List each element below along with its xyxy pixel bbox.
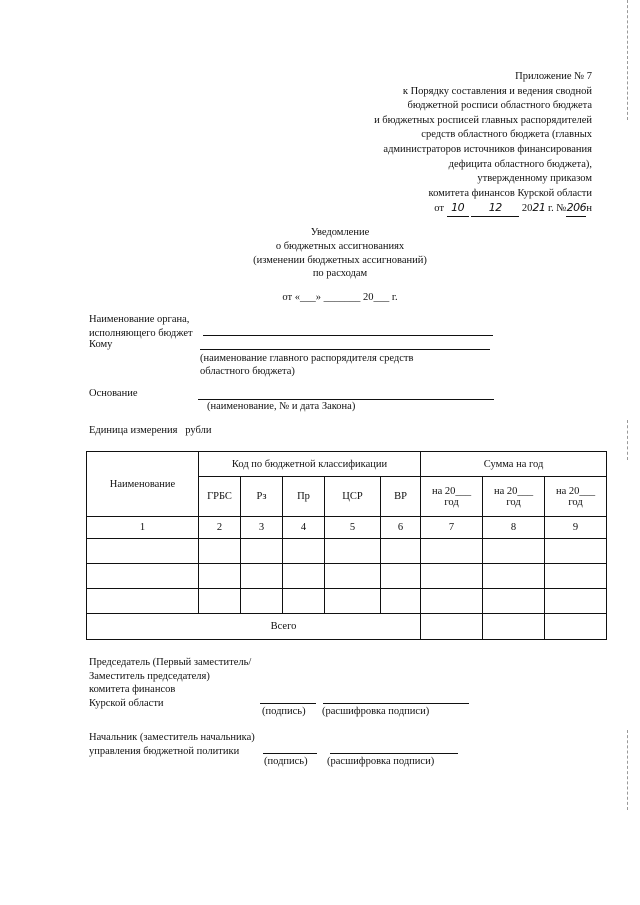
scan-edge-mark xyxy=(627,0,638,120)
whom-label: Кому xyxy=(89,339,113,350)
chair-title-line: Курской области xyxy=(89,697,164,709)
column-number: 6 xyxy=(381,517,421,539)
handwritten-day: 10 xyxy=(447,201,469,217)
org-label-line: Наименование органа, xyxy=(89,314,190,325)
title-date-line: от «___» _______ 20___ г. xyxy=(282,292,398,304)
appendix-line: средств областного бюджета (главных xyxy=(421,129,592,141)
table-row[interactable] xyxy=(87,564,607,589)
appendix-line: и бюджетных росписей главных распорядителей xyxy=(374,114,592,126)
head-decode-hint: (расшифровка подписи) xyxy=(327,756,435,767)
head-sign-hint: (подпись) xyxy=(264,756,308,767)
appendix-line: утвержденному приказом xyxy=(477,173,592,185)
year-col-line: год xyxy=(568,496,583,508)
title-line: о бюджетных ассигнованиях xyxy=(275,240,405,252)
year-col-line: год xyxy=(506,496,521,508)
whom-hint-line: областного бюджета) xyxy=(200,366,295,377)
column-number: 5 xyxy=(325,517,381,539)
appendix-line: комитета финансов Курской области xyxy=(428,187,592,199)
handwritten-year: 21 xyxy=(532,201,546,215)
head-title xyxy=(89,731,255,758)
column-number: 7 xyxy=(421,517,483,539)
code-col-header: ЦСР xyxy=(325,477,381,517)
number-suffix: н xyxy=(586,203,592,215)
code-header: Код по бюджетной классификации xyxy=(199,452,421,477)
year-col-line: на 20___ xyxy=(431,485,472,497)
year-col-line: на 20___ xyxy=(555,485,596,497)
chair-title-line: Председатель (Первый заместитель/ xyxy=(89,657,252,668)
document-title xyxy=(0,226,640,305)
chair-decode-line[interactable] xyxy=(323,703,469,704)
scan-edge-mark xyxy=(627,420,638,460)
year-col-line: на 20___ xyxy=(493,485,534,497)
head-title-line: управления бюджетной политики xyxy=(89,745,240,757)
column-number: 4 xyxy=(283,517,325,539)
title-line: (изменении бюджетных ассигнований) xyxy=(253,254,427,266)
date-prefix: от xyxy=(434,203,444,215)
whom-hint xyxy=(200,352,413,378)
appendix-date-line xyxy=(272,201,592,217)
appendix-line: к Порядку составления и ведения сводной xyxy=(402,85,592,97)
column-number-row xyxy=(87,517,607,539)
year-col-header xyxy=(421,477,483,517)
whom-hint-line: (наименование главного распорядителя средств xyxy=(200,353,414,364)
basis-label: Основание xyxy=(89,388,138,399)
basis-fill-line[interactable] xyxy=(198,399,494,400)
unit-label: Единица измерения xyxy=(89,425,178,436)
head-decode-line[interactable] xyxy=(330,753,458,754)
year-prefix: 20 xyxy=(521,203,533,215)
chair-decode-hint: (расшифровка подписи) xyxy=(322,706,430,717)
org-fill-line[interactable] xyxy=(203,335,493,336)
handwritten-number: 206 xyxy=(566,201,586,217)
appendix-block xyxy=(272,70,592,217)
code-col-header: ВР xyxy=(381,477,421,517)
unit-line xyxy=(89,425,211,436)
allocations-table xyxy=(86,451,607,640)
appendix-line: Приложение № 7 xyxy=(515,71,592,82)
appendix-line: бюджетной росписи областного бюджета xyxy=(407,100,592,112)
chair-sign-line[interactable] xyxy=(260,703,316,704)
appendix-line: администраторов источников финансирования xyxy=(383,143,592,155)
column-number: 2 xyxy=(199,517,241,539)
year-col-header xyxy=(545,477,607,517)
sum-header: Сумма на год xyxy=(421,452,607,477)
code-col-header: Рз xyxy=(241,477,283,517)
table-row[interactable] xyxy=(87,589,607,614)
table-row[interactable] xyxy=(87,539,607,564)
chair-title-line: Заместитель председателя) xyxy=(89,670,210,682)
scan-edge-mark xyxy=(627,730,638,810)
column-number: 9 xyxy=(545,517,607,539)
year-col-header xyxy=(483,477,545,517)
handwritten-month: 12 xyxy=(471,201,519,217)
total-row xyxy=(87,614,607,640)
code-col-header: Пр xyxy=(283,477,325,517)
total-label: Всего xyxy=(87,614,421,640)
column-number: 3 xyxy=(241,517,283,539)
head-sign-line[interactable] xyxy=(263,753,317,754)
head-title-line: Начальник (заместитель начальника) xyxy=(89,732,255,743)
org-label xyxy=(89,313,193,341)
unit-value: рубли xyxy=(185,425,212,436)
column-number: 8 xyxy=(483,517,545,539)
whom-fill-line[interactable] xyxy=(200,349,490,350)
chair-sign-hint: (подпись) xyxy=(262,706,306,717)
chair-title-line: комитета финансов xyxy=(89,684,176,695)
name-header: Наименование xyxy=(87,452,199,517)
org-label-line: исполняющего бюджет xyxy=(89,328,193,339)
appendix-line: дефицита областного бюджета), xyxy=(448,158,592,170)
code-col-header: ГРБС xyxy=(199,477,241,517)
chair-title xyxy=(89,656,251,710)
title-line: Уведомление xyxy=(310,227,370,238)
column-number: 1 xyxy=(87,517,199,539)
year-col-line: год xyxy=(444,496,459,508)
basis-hint: (наименование, № и дата Закона) xyxy=(207,401,356,412)
title-line: по расходам xyxy=(312,268,368,280)
year-suffix: г. № xyxy=(547,203,567,215)
